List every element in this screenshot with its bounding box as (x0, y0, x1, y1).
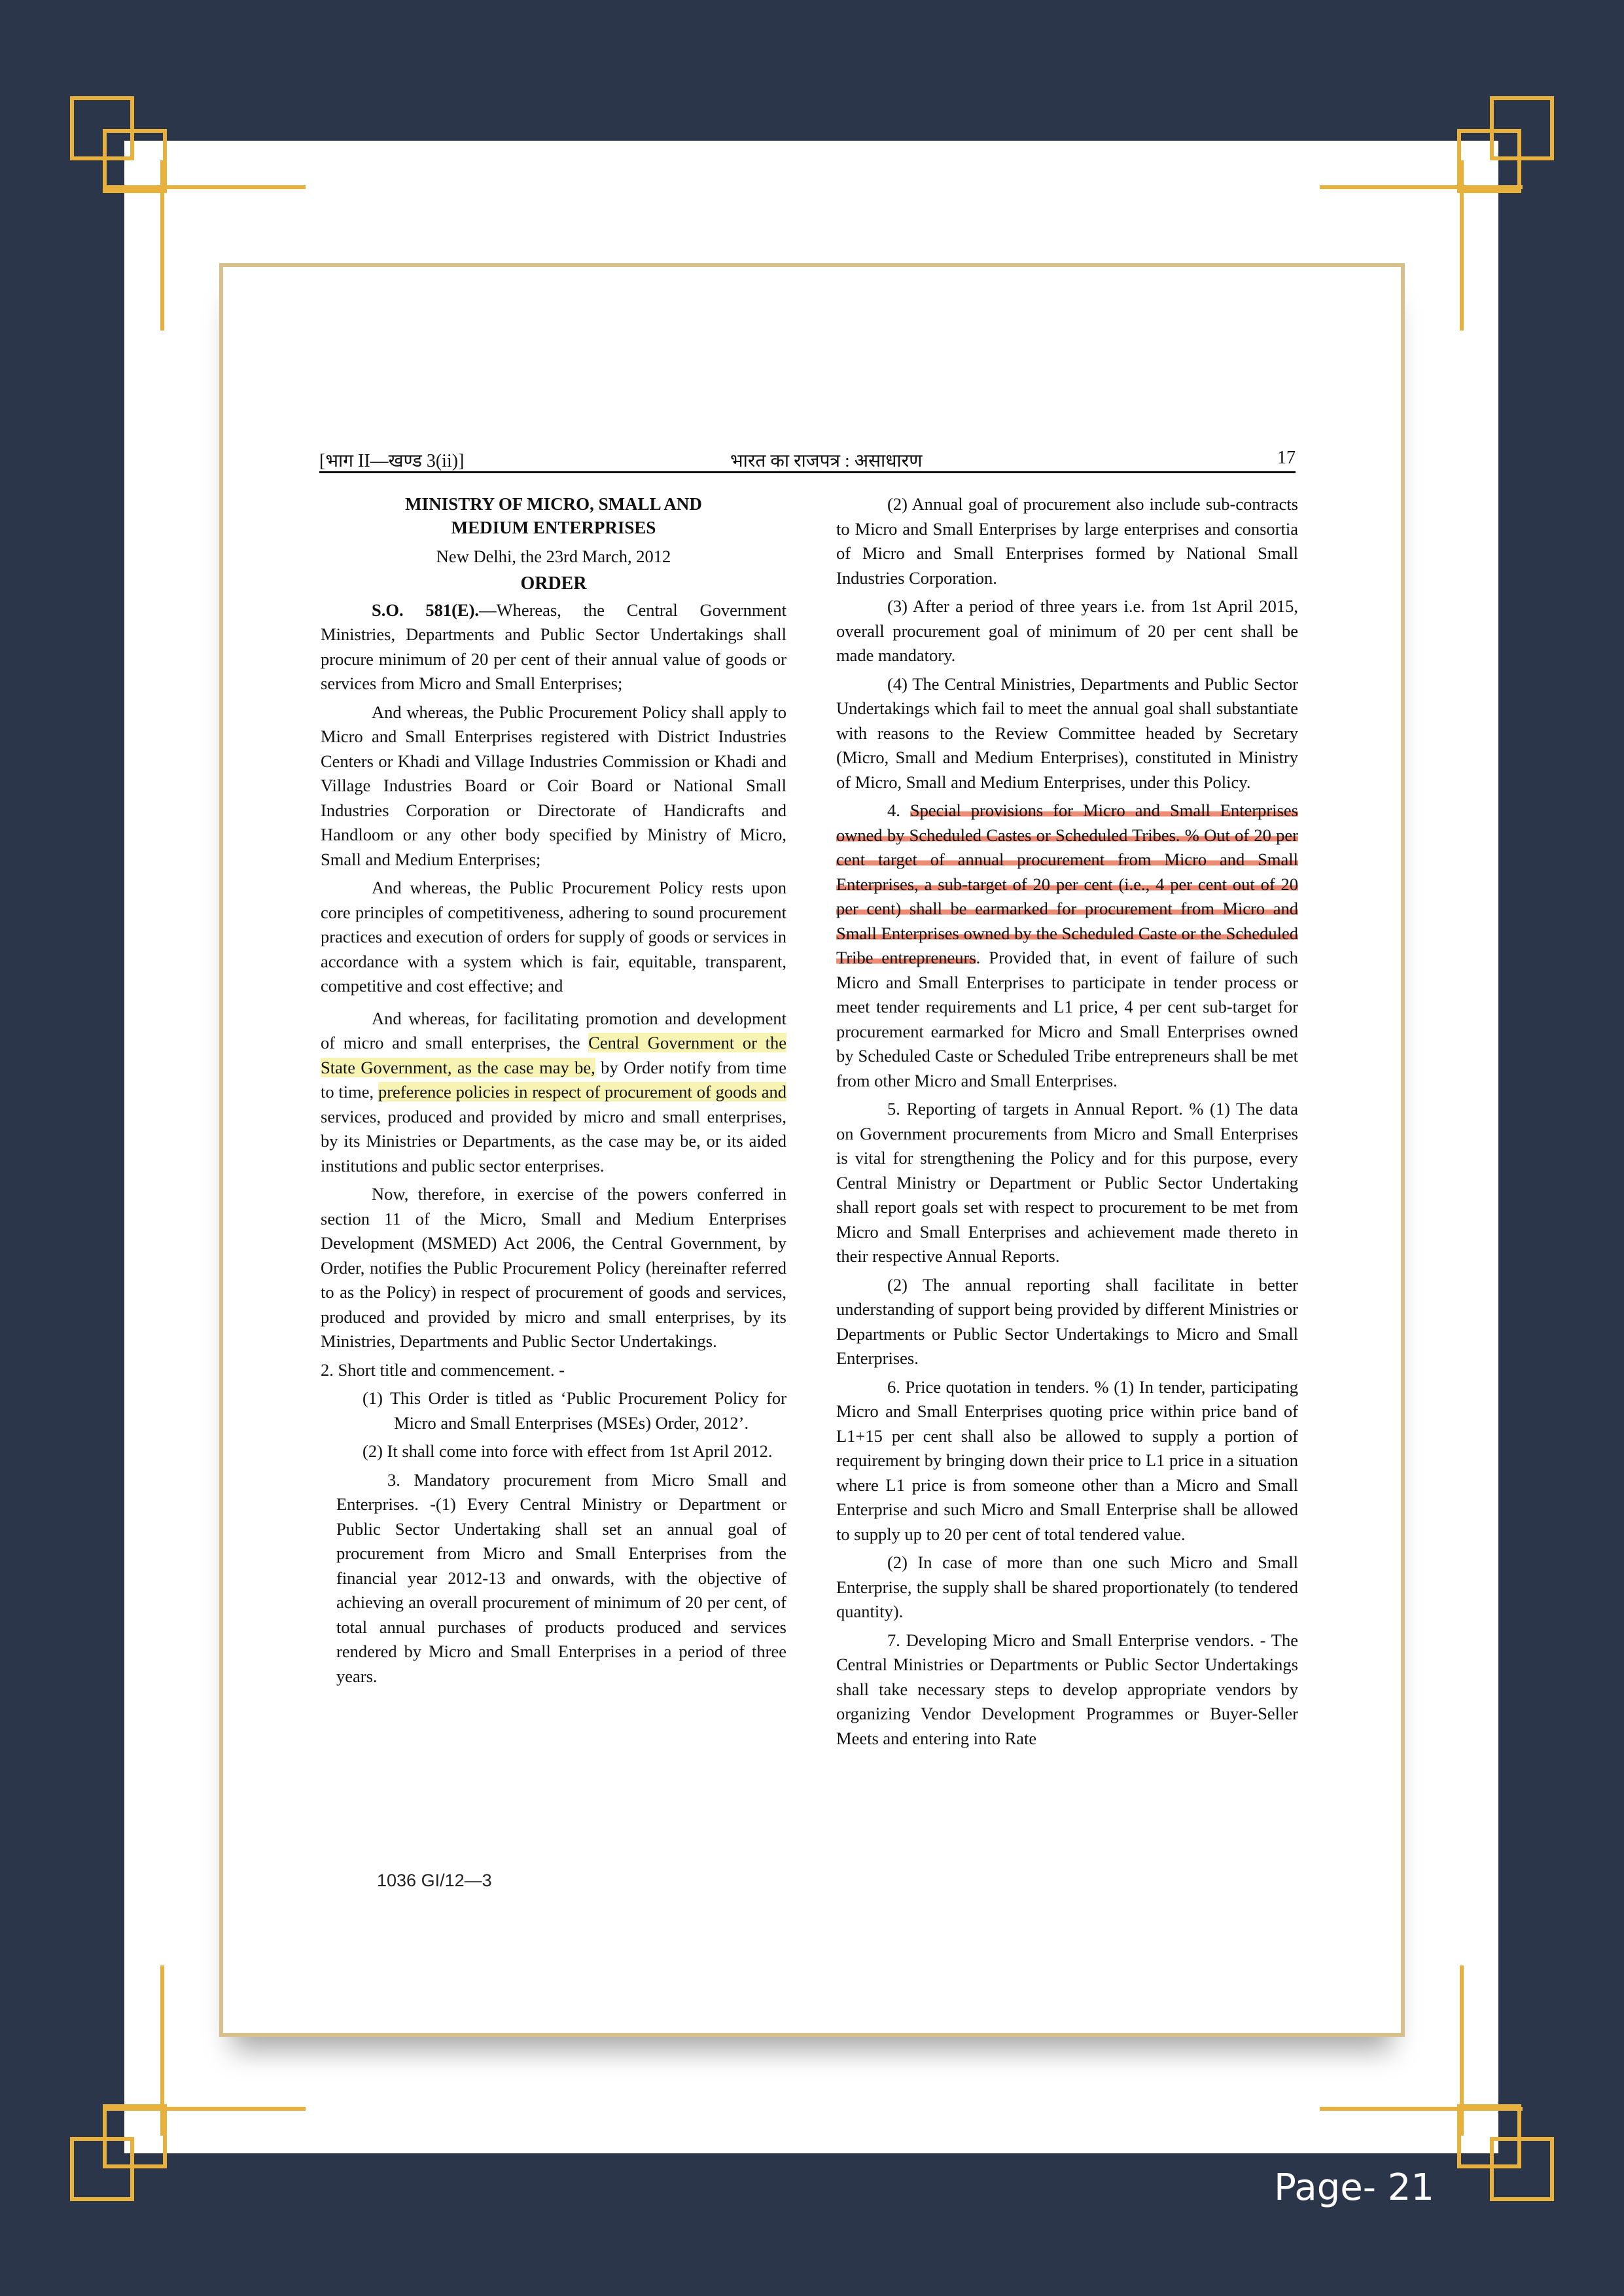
paragraph-text: —Whereas, the Central Government Ministries, Departments and Public Sector Undertakings shall procure minimum of 20 per cent of their annual value of goods or services from Micro and Small Enterprises; (321, 600, 786, 693)
paragraph-5-2: (2) The annual reporting shall facilitate in better understanding of support being provided by different Ministries or Departments or Public Sector Undertakings to Micro and Small Enterprises. (836, 1274, 1298, 1368)
order-number: S.O. 581(E). (372, 600, 480, 620)
paragraph-whereas-3: And whereas, the Public Procurement Policy rests upon core principles of competitiveness, adhering to sound procurement practices and execution of orders for supply of goods or services in accordance with a system which is fair, equitable, transparent, competitive and cost effective; and (321, 878, 786, 996)
section-2-item-2: (2) It shall come into force with effect from 1st April 2012. (362, 1441, 773, 1461)
left-column (321, 492, 786, 1689)
text: by Order notify from time to time, (321, 1057, 786, 1102)
right-column (836, 492, 1298, 1751)
section-7: 7. Developing Micro and Small Enterprise vendors. - The Central Ministries or Departments or Public Sector Undertakings shall take necessary steps to develop appropriate vendors by organizing Vendor Development Programmes or Buyer-Seller Meets and entering into Rate (836, 1630, 1298, 1748)
red-underlined-text: Special provisions for Micro and Small Enterprises owned by Scheduled Castes or Scheduled Tribes. % Out of 20 per cent target of annual procurement from Micro and Small Enterprises, a sub-target of 20 per cent (i.e., 4 per cent out of 20 per cent) shall be earmarked for procurement from Micro and Small Enterprises owned by the Scheduled Caste or the Scheduled Tribe entrepreneurs (836, 800, 1298, 967)
header-part: [भाग II—खण्ड 3(ii)] (319, 451, 465, 471)
text: . Provided that, in event of failure of such Micro and Small Enterprises to participate in tender process or meet tender requirements and L1 price, 4 per cent sub-target for procurement earmarked for Micro and Small Enterprises owned by Scheduled Caste or Scheduled Tribe entrepreneurs shall be met from other Micro and Small Enterprises. (836, 948, 1299, 1090)
paragraph-now-therefore: Now, therefore, in exercise of the powers conferred in section 11 of the Micro, Small and Medium Enterprises Development (MSMED) Act 2006, the Central Government, by Order, notifies the Public Procurement Policy (hereinafter referred to as the Policy) in respect of procurement of goods and services, produced and provided by micro and small enterprises, by its Ministries, Departments and Public Sector Undertakings. (321, 1184, 786, 1351)
ministry-heading-2: MEDIUM ENTERPRISES (451, 518, 656, 537)
section-3: 3. Mandatory procurement from Micro Small and Enterprises. -(1) Every Central Ministry or Department or Public Sector Undertaking shall set an annual goal of procurement from Micro and Small Enterprises from the financial year 2012-13 and onwards, with the objective of achieving an overall procurement of minimum of 20 per cent, of total annual purchases of products produced and services rendered by Micro and Small Enterprises in a period of three years. (336, 1469, 786, 1686)
paragraph-whereas-2: And whereas, the Public Procurement Policy shall apply to Micro and Small Enterprises registered with District Industries Centers or Khadi and Village Industries Commission or Khadi and Village Industries Board or Coir Board or National Small Industries Corporation or Directorate of Handicrafts and Handloom or any other body specified by Ministry of Micro, Small and Medium Enterprises; (321, 702, 786, 869)
paragraph-3-2: (2) Annual goal of procurement also include sub-contracts to Micro and Small Enterprises by large enterprises and consortia of Micro and Small Enterprises formed by National Small Industries Corporation. (836, 494, 1298, 588)
paragraph-so581 (321, 598, 786, 696)
section-number: 4. (887, 800, 910, 820)
section-6: 6. Price quotation in tenders. % (1) In tender, participating Micro and Small Enterprises quoting price within price band of L1+15 per cent shall also be allowed to supply a portion of requirement by bringing down their price to L1 price in a situation where L1 price is from someone other than a Micro and Small Enterprise and such Micro and Small Enterprise shall be allowed to supply up to 20 per cent of total tendered value. (836, 1376, 1298, 1544)
text: And whereas, for facilitating promotion and development of micro and small enterprises, the (321, 1008, 786, 1052)
text: services, produced and provided by micro and small enterprises, by its Ministries or Departments, as the case may be, or its aided institutions and public sector enterprises. (321, 1106, 786, 1175)
dateline: New Delhi, the 23rd March, 2012 (436, 547, 671, 566)
header-title: भारत का राजपत्र : असाधारण (730, 451, 923, 471)
section-5: 5. Reporting of targets in Annual Report. % (1) The data on Government procurements from Micro and Small Enterprises is vital for strengthening the Policy and for this purpose, every Central Ministry or Department or Public Sector Undertaking shall report goals set with respect to procurement to be met from Micro and Small Enterprises and achievement made thereto in their respective Annual Reports. (836, 1099, 1298, 1266)
paragraph-whereas-4 (321, 1007, 786, 1179)
highlighted-text: preference policies in respect of procurement of goods and (378, 1082, 786, 1102)
highlighted-text: Central Government or the State Government, as the case may be, (321, 1033, 786, 1077)
header-rule (319, 471, 1296, 473)
section-4 (836, 798, 1298, 1093)
section-2-item-1: (1) This Order is titled as ‘Public Procurement Policy for Micro and Small Enterprises (MSEs) Order, 2012’. (362, 1388, 786, 1433)
footer-code: 1036 GI/12—3 (377, 1871, 492, 1890)
paragraph-3-4: (4) The Central Ministries, Departments and Public Sector Undertakings which fail to meet the annual goal shall substantiate with reasons to the Review Committee headed by Secretary (Micro, Small and Medium Enterprises), constituted in Ministry of Micro, Small and Medium Enterprises, under this Policy. (836, 673, 1298, 792)
page-label: Page- 21 (1274, 2166, 1434, 2209)
section-2-heading: 2. Short title and commencement. - (321, 1359, 565, 1380)
header-page-number: 17 (1277, 448, 1296, 468)
paragraph-3-3: (3) After a period of three years i.e. from 1st April 2015, overall procurement goal of minimum of 20 per cent shall be made mandatory. (836, 596, 1298, 665)
ministry-heading-1: MINISTRY OF MICRO, SMALL AND (405, 494, 702, 514)
paragraph-6-2: (2) In case of more than one such Micro and Small Enterprise, the supply shall be shared proportionately (to tendered quantity). (836, 1552, 1298, 1621)
gazette-header (319, 445, 1296, 474)
order-heading: ORDER (520, 573, 587, 594)
